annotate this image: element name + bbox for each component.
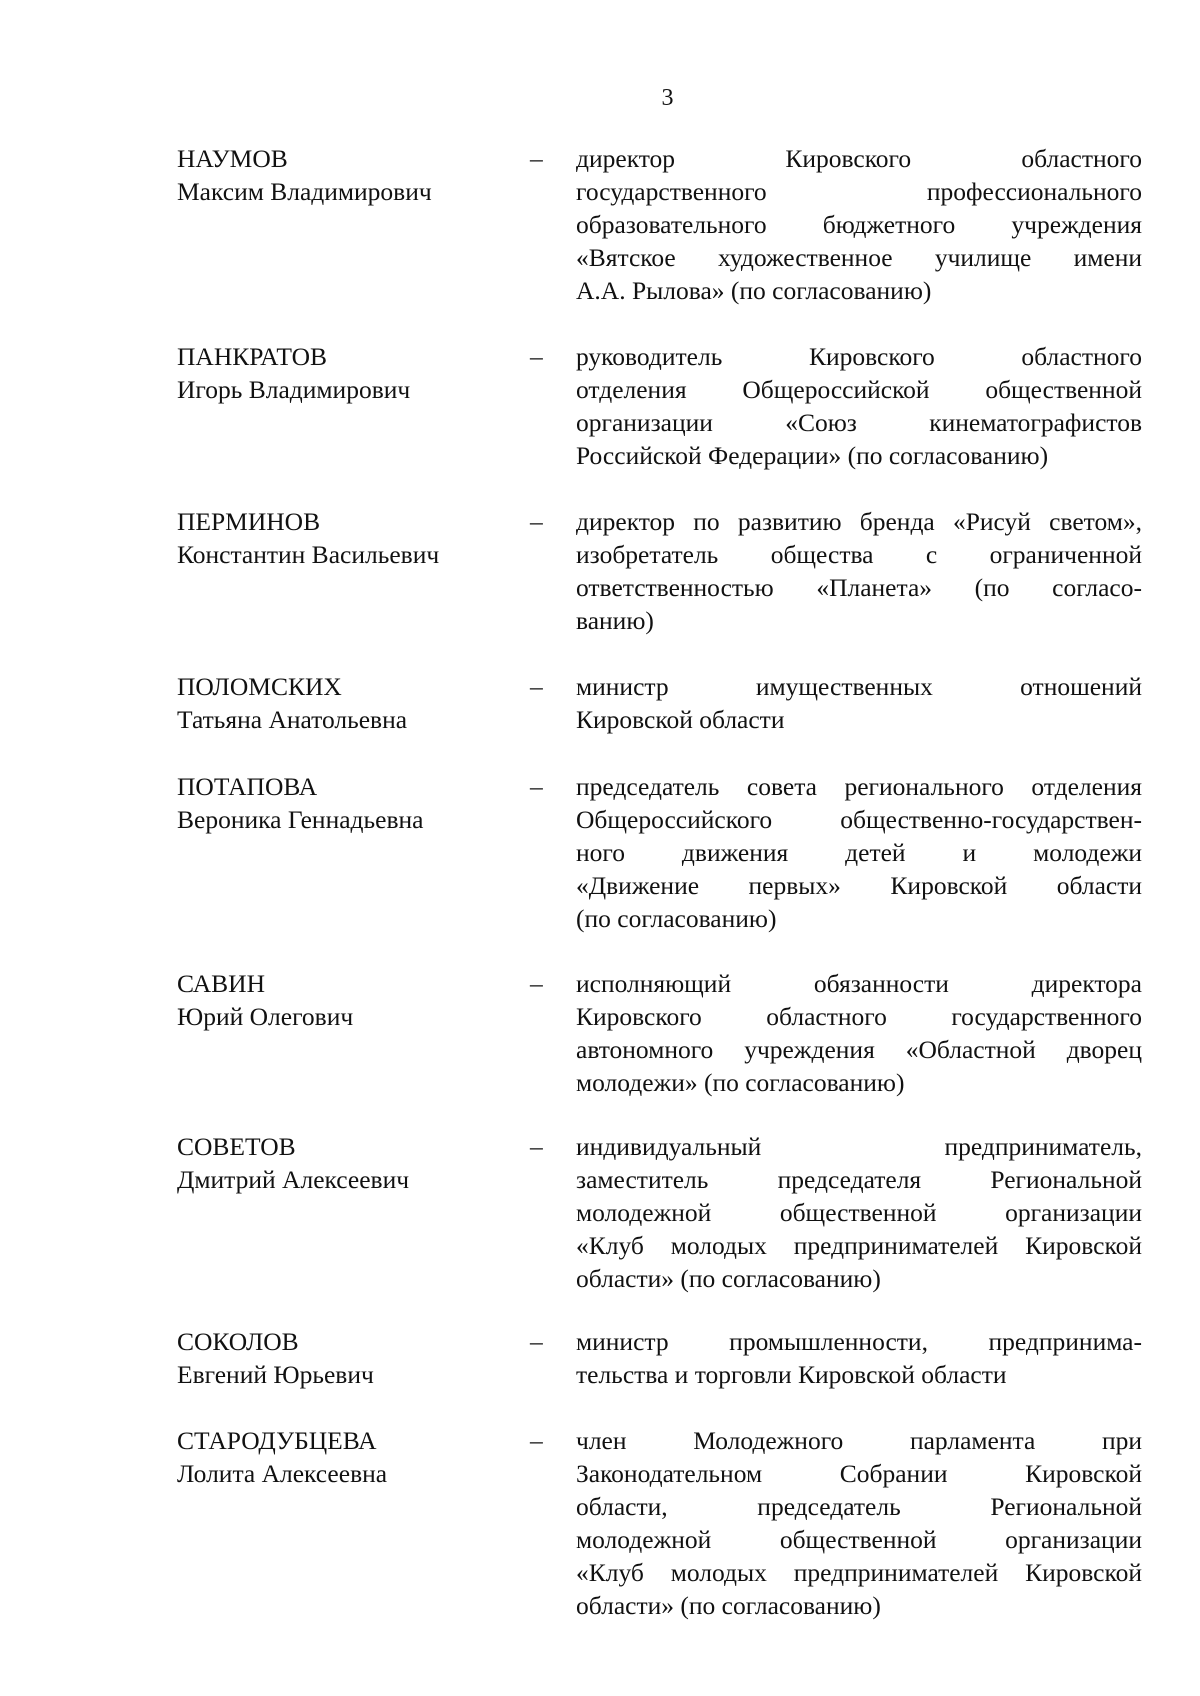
member-description: [576, 505, 1142, 637]
description-line: Кировской области: [576, 705, 785, 734]
member-given-name: Евгений Юрьевич: [177, 1360, 374, 1389]
description-line: «Вятское художественное училище имени: [576, 243, 1142, 272]
description-line: тельства и торговли Кировской области: [576, 1360, 1007, 1389]
member-description: [576, 670, 1142, 736]
member-dash: –: [530, 1426, 543, 1455]
description-line: «Движение первых» Кировской области: [576, 871, 1142, 900]
member-given-name: Дмитрий Алексеевич: [177, 1165, 410, 1194]
member-surname: СОКОЛОВ: [177, 1327, 299, 1356]
description-line: председатель совета регионального отделения: [576, 772, 1142, 801]
member-description: [576, 142, 1142, 307]
member-dash: –: [530, 672, 543, 701]
description-line: молодежной общественной организации: [576, 1198, 1142, 1227]
member-given-name: Юрий Олегович: [177, 1002, 354, 1031]
description-line: заместитель председателя Региональной: [576, 1165, 1142, 1194]
member-dash: –: [530, 772, 543, 801]
description-line: индивидуальный предприниматель,: [576, 1132, 1142, 1161]
description-line: исполняющий обязанности директора: [576, 969, 1142, 998]
member-surname: НАУМОВ: [177, 144, 288, 173]
member-given-name: Максим Владимирович: [177, 177, 432, 206]
member-person: [177, 340, 507, 406]
description-line: Общероссийского общественно-государствен-: [576, 805, 1142, 834]
description-line: автономного учреждения «Областной дворец: [576, 1035, 1142, 1064]
page-number: 3: [661, 85, 674, 111]
description-line: руководитель Кировского областного: [576, 342, 1142, 371]
description-line: Законодательном Собрании Кировской: [576, 1459, 1142, 1488]
member-person: [177, 670, 507, 736]
description-line: организации «Союз кинематографистов: [576, 408, 1142, 437]
member-dash: –: [530, 969, 543, 998]
member-description: [576, 967, 1142, 1099]
member-surname: ПОТАПОВА: [177, 772, 318, 801]
member-dash: –: [530, 507, 543, 536]
member-surname: СОВЕТОВ: [177, 1132, 296, 1161]
member-surname: ПАНКРАТОВ: [177, 342, 328, 371]
description-line: молодежной общественной организации: [576, 1525, 1142, 1554]
member-person: [177, 1325, 507, 1391]
member-dash: –: [530, 1132, 543, 1161]
member-given-name: Вероника Геннадьевна: [177, 805, 424, 834]
member-surname: ПЕРМИНОВ: [177, 507, 321, 536]
description-line: директор по развитию бренда «Рисуй светом»,: [576, 507, 1142, 536]
description-line: отделения Общероссийской общественной: [576, 375, 1142, 404]
description-line: области» (по согласованию): [576, 1264, 881, 1293]
description-line: изобретатель общества с ограниченной: [576, 540, 1142, 569]
member-given-name: Лолита Алексеевна: [177, 1459, 388, 1488]
member-person: [177, 1424, 507, 1490]
description-line: «Клуб молодых предпринимателей Кировской: [576, 1558, 1142, 1587]
description-line: (по согласованию): [576, 904, 777, 933]
description-line: молодежи» (по согласованию): [576, 1068, 905, 1097]
description-line: Российской Федерации» (по согласованию): [576, 441, 1049, 470]
member-given-name: Татьяна Анатольевна: [177, 705, 408, 734]
description-line: области, председатель Региональной: [576, 1492, 1142, 1521]
member-dash: –: [530, 1327, 543, 1356]
description-line: области» (по согласованию): [576, 1591, 881, 1620]
description-line: ответственностью «Планета» (по согласо-: [576, 573, 1142, 602]
description-line: директор Кировского областного: [576, 144, 1142, 173]
member-description: [576, 1325, 1142, 1391]
member-surname: САВИН: [177, 969, 265, 998]
description-line: государственного профессионального: [576, 177, 1142, 206]
member-dash: –: [530, 342, 543, 371]
member-description: [576, 1424, 1142, 1622]
description-line: «Клуб молодых предпринимателей Кировской: [576, 1231, 1142, 1260]
member-dash: –: [530, 144, 543, 173]
member-given-name: Константин Васильевич: [177, 540, 440, 569]
description-line: ванию): [576, 606, 654, 635]
description-line: образовательного бюджетного учреждения: [576, 210, 1142, 239]
member-person: [177, 142, 507, 208]
member-description: [576, 770, 1142, 935]
description-line: А.А. Рылова» (по согласованию): [576, 276, 932, 305]
member-person: [177, 505, 507, 571]
member-person: [177, 770, 507, 836]
description-line: член Молодежного парламента при: [576, 1426, 1142, 1455]
member-surname: СТАРОДУБЦЕВА: [177, 1426, 377, 1455]
member-description: [576, 340, 1142, 472]
member-person: [177, 967, 507, 1033]
description-line: Кировского областного государственного: [576, 1002, 1142, 1031]
member-given-name: Игорь Владимирович: [177, 375, 411, 404]
description-line: ного движения детей и молодежи: [576, 838, 1142, 867]
description-line: министр промышленности, предпринима-: [576, 1327, 1142, 1356]
member-person: [177, 1130, 507, 1196]
description-line: министр имущественных отношений: [576, 672, 1142, 701]
member-description: [576, 1130, 1142, 1295]
member-surname: ПОЛОМСКИХ: [177, 672, 342, 701]
